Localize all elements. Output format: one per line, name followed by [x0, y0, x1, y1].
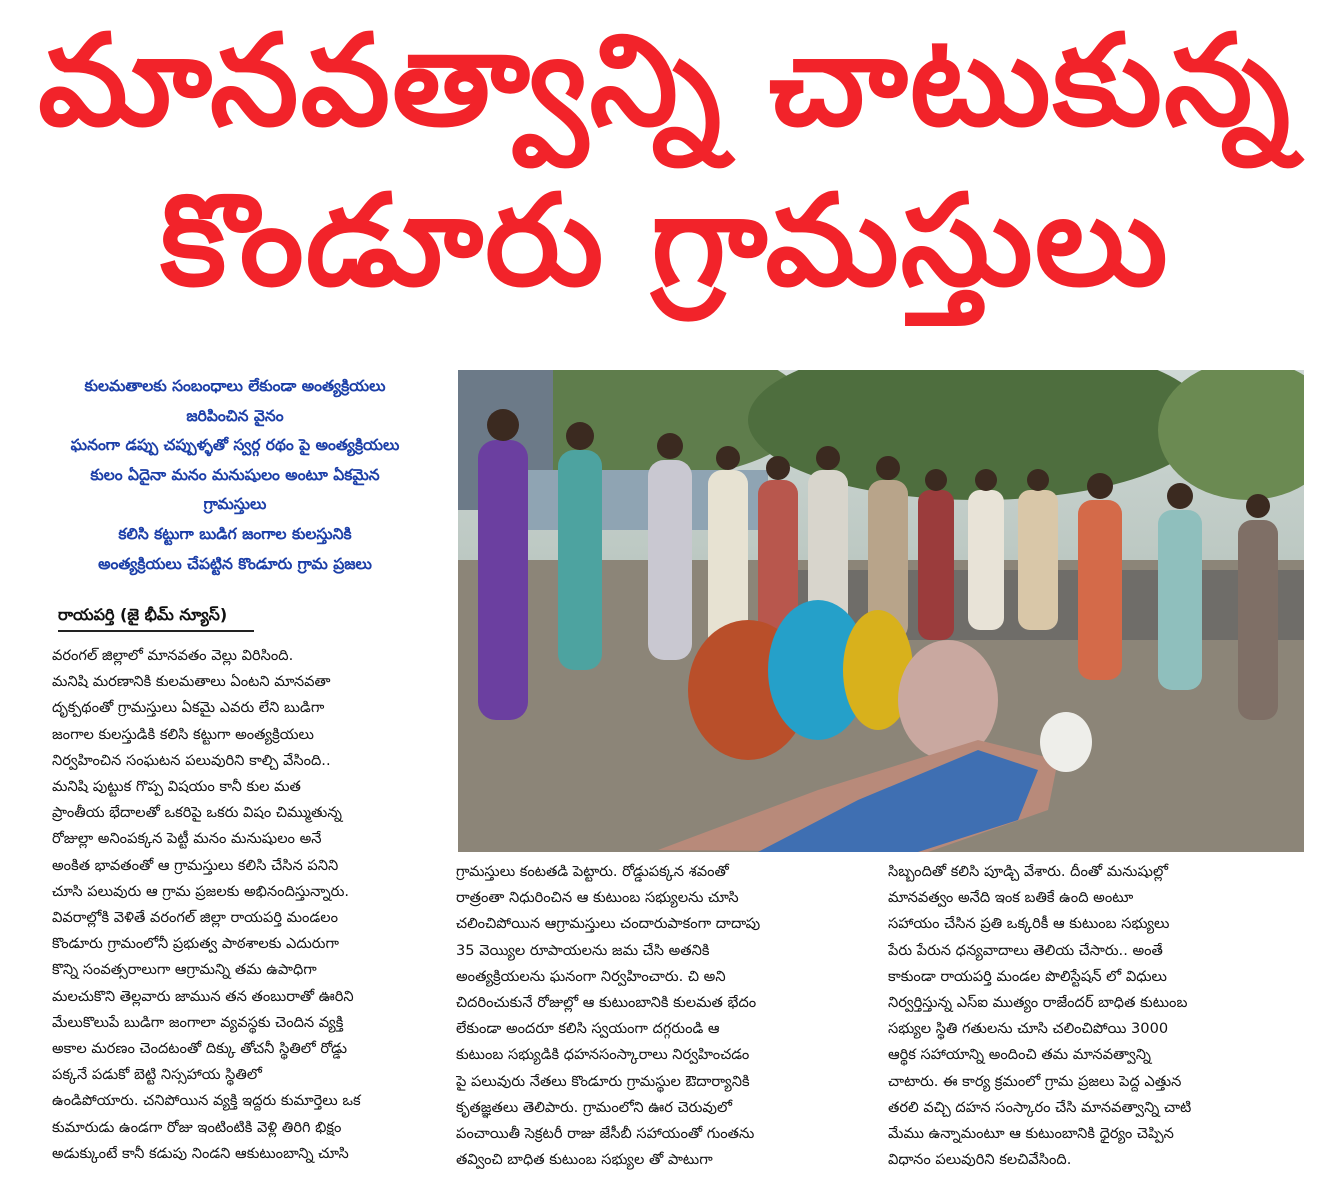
article-line: పంచాయితీ సెక్రటరీ రాజు జేసీబీ సహాయంతో గుంతను	[456, 1125, 755, 1143]
article-line: చాటారు. ఈ కార్య క్రమంలో గ్రామ ప్రజలు పెద్ద ఎత్తున	[888, 1072, 1182, 1090]
article-line: ప్రాంతీయ భేదాలతో ఒకరిపై ఒకరు విషం చిమ్ముతున్న	[52, 804, 342, 822]
article-line: రోజుల్లా అనింపక్కన పెట్టీ మనం మనుషులం అనే	[52, 830, 322, 848]
article-line: చలించిపోయిన ఆగ్రామస్తులు చందారుపాకంగా దాదాపు	[456, 915, 761, 933]
article-line: కుటుంబ సభ్యుడికి ధహనసంస్కారాలు నిర్వహించడం	[456, 1046, 750, 1064]
article-line: ఉండిపోయారు. చనిపోయిన వ్యక్తి ఇద్దరు కుమార్తెలు ఒక	[52, 1092, 361, 1110]
article-line: రాత్రంతా నిధురించిన ఆ కుటుంబ సభ్యులను చూసి	[456, 889, 739, 907]
article-line: అడుక్కుంటే కానీ కడుపు నిండని ఆకుటుంబాన్ని చూసి	[52, 1144, 349, 1162]
highlight-line: గ్రామస్తులు	[203, 495, 267, 514]
article-line: విధానం పలువురిని కలచివేసింది.	[888, 1151, 1072, 1169]
dateline: రాయపర్తి (జై భీమ్ న్యూస్)	[58, 605, 228, 624]
article-line: సహాయం చేసిన ప్రతి ఒక్కరికీ ఆ కుటుంబ సభ్యులు	[888, 915, 1170, 933]
article-line: తరలి వచ్చి దహన సంస్కారం చేసి మానవత్వాన్ని చాటి	[888, 1098, 1192, 1116]
article-line: కుమారుడు ఉండగా రోజు ఇంటింటికి వెళ్లి తిరిగి భిక్షం	[52, 1118, 342, 1136]
highlight-line: కులమతాలకు సంబంధాలు లేకుండా అంత్యక్రియలు	[84, 377, 386, 395]
headline-line-1: మానవత్వాన్ని చాటుకున్న	[38, 7, 1292, 154]
article-line: దృక్పథంతో గ్రామస్తులు ఏకమై ఎవరు లేని బుడిగా	[52, 699, 325, 717]
article-line: మనిషి మరణానికి కులమతాలు ఏంటని మానవతా	[52, 673, 331, 691]
article-line: అంత్యక్రియలను ఘనంగా నిర్వహించారు. చి అని	[456, 967, 726, 985]
article-line: తవ్వించి బాధిత కుటుంబ సభ్యుల తో పాటుగా	[456, 1151, 713, 1169]
article-line: కొండూరు గ్రామంలోనీ ప్రభుత్వ పాఠశాలకు ఎదురుగా	[52, 935, 339, 953]
article-line: మేలుకొలుపే బుడిగా జంగాలా వ్యవస్థకు చెందిన వ్యక్తి	[52, 1013, 344, 1031]
article-line: చూసి పలువురు ఆ గ్రామ ప్రజలకు అభినందిస్తున్నారు.	[52, 882, 350, 900]
article-line: కృతజ్ఞతలు తెలిపారు. గ్రామంలోని ఊర చెరువులో	[456, 1098, 732, 1116]
dateline-underline	[58, 630, 254, 632]
highlight-line: కులం ఏదైనా మనం మనుషులం అంటూ ఏకమైన	[90, 465, 380, 484]
article-line: పేరు పేరున ధన్యవాదాలు తెలియ చేసారు.. అంతే	[888, 941, 1163, 959]
highlight-line: కలిసి కట్టుగా బుడిగ జంగాల కులస్తునికి	[118, 524, 352, 543]
article-column-2	[456, 859, 886, 1173]
article-line: పక్కనే పడుకో బెట్టి నిస్సహాయ స్థితిలో	[52, 1066, 262, 1084]
headline-line-2: కొండూరు గ్రామస్తులు	[160, 167, 1170, 314]
article-line: సిబ్బందితో కలిసి పూడ్చి వేశారు. దీంతో మనుషుల్లో	[888, 863, 1168, 880]
highlights-box	[16, 372, 454, 579]
article-line: సభ్యుల స్థితి గతులను చూసి చలించిపోయి 3000	[888, 1020, 1169, 1038]
news-photo	[458, 370, 1304, 852]
article-column-3	[888, 859, 1318, 1173]
article-line: వివరాల్లోకి వెళితే వరంగల్ జిల్లా రాయపర్తి మండలం	[52, 909, 339, 927]
article-line: మానవత్వం అనేది ఇంక బతికే ఉంది అంటూ	[888, 889, 1134, 907]
article-line: గ్రామస్తులు కంటతడి పెట్టారు. రోడ్డుపక్కన శవంతో	[456, 863, 729, 880]
article-line: పై పలువురు నేతలు కొండూరు గ్రామస్థుల ఔదార్యానికి	[456, 1072, 750, 1090]
article-line: మనిషి పుట్టుక గొప్ప విషయం కానీ కుల మత	[52, 778, 301, 796]
article-line: మలచుకొని తెల్లవారు జామున తన తంబురాతో ఊరిని	[52, 987, 354, 1005]
highlight-line: ఘనంగా డప్పు చప్పుళ్ళతో స్వర్గ రథం పై అంత్యక్రియలు	[70, 436, 400, 455]
article-line: నిర్వర్తిస్తున్న ఎస్ఐ ముత్యం రాజేందర్ బాధిత కుటుంబ	[888, 994, 1188, 1012]
article-line: కాకుండా రాయపర్తి మండల పొలిస్టేషన్ లో విధులు	[888, 967, 1167, 985]
article-line: ఆర్థిక సహాయాన్ని అందించి తమ మానవత్వాన్ని	[888, 1046, 1151, 1064]
article-line: జంగాల కులస్తుడికి కలిసి కట్టుగా అంత్యక్రియలు	[52, 725, 314, 743]
article-line: లేకుండా అందరూ కలిసి స్వయంగా దగ్గరుండి ఆ	[456, 1020, 720, 1038]
highlight-line: అంత్యక్రియలు చేపట్టిన కొండూరు గ్రామ ప్రజలు	[98, 554, 372, 573]
highlight-line: జరిపించిన వైనం	[186, 406, 284, 425]
article-line: అకాల మరణం చెందటంతో దిక్కు తోచనీ స్థితిలో రోడ్డు	[52, 1040, 348, 1058]
article-line: కొన్ని సంవత్సరాలుగా ఆగ్రామన్ని తమ ఉపాధిగా	[52, 961, 317, 979]
article-column-1	[52, 643, 452, 1167]
article-line: నిర్వహించిన సంఘటన పలువురిని కాల్చి వేసింది..	[52, 751, 331, 769]
article-line: మేము ఉన్నామంటూ ఆ కుటుంబానికి ధైర్యం చెప్పిన	[888, 1125, 1174, 1143]
article-line: వరంగల్ జిల్లాలో మానవతం వెల్లు విరిసింది.	[52, 647, 294, 664]
article-line: చిదరించుకునే రోజుల్లో ఆ కుటుంబానికి కులమత భేదం	[456, 994, 757, 1012]
article-line: అంకిత భావతంతో ఆ గ్రామస్తులు కలిసి చేసిన పనిని	[52, 856, 339, 874]
article-line: 35 వెయ్యిల రూపాయలను జమ చేసి అతనికి	[456, 941, 710, 959]
